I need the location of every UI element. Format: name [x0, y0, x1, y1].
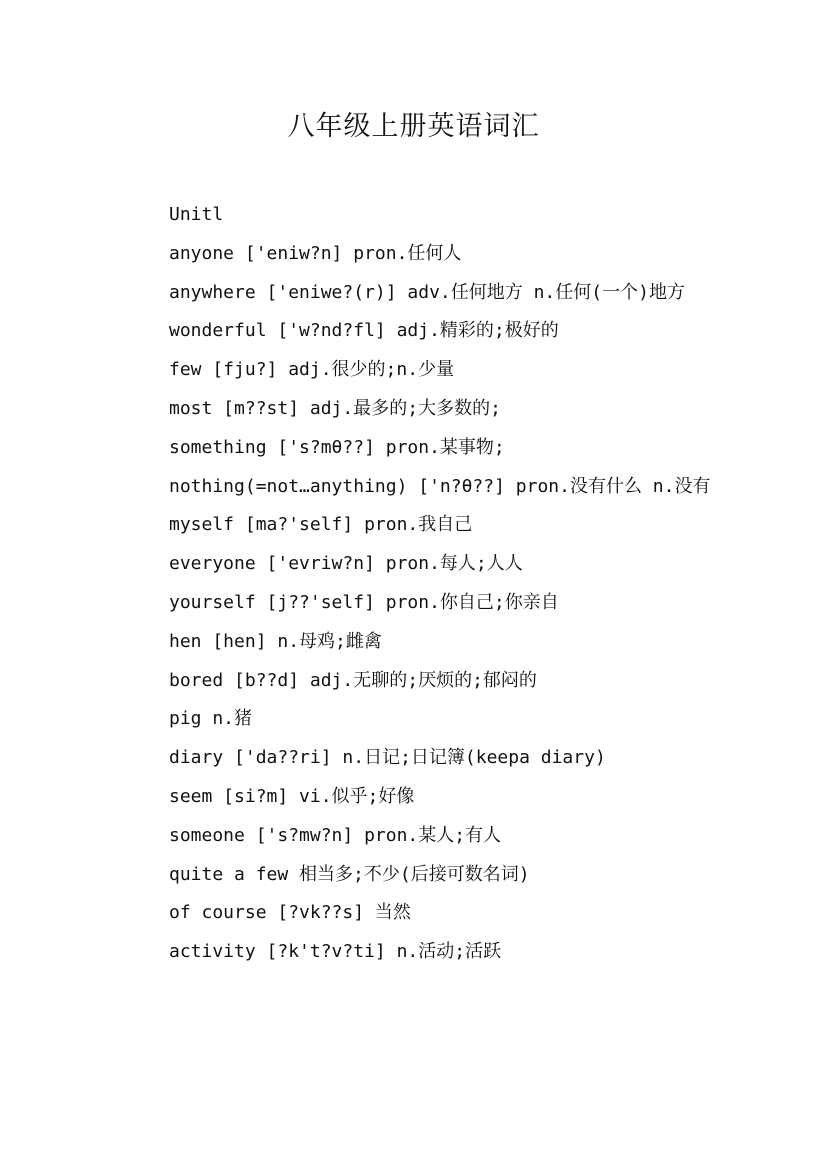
vocab-entry: hen [hen] n.母鸡;雌禽: [169, 630, 382, 652]
vocab-entry: everyone ['evriw?n] pron.每人;人人: [169, 553, 523, 575]
vocab-entry: something ['s?mθ??] pron.某事物;: [169, 436, 505, 458]
unit-heading: Unitl: [169, 204, 224, 225]
vocab-entry: most [m??st] adj.最多的;大多数的;: [169, 397, 501, 419]
vocab-entry: anywhere ['eniwe?(r)] adv.任何地方 n.任何(一个)地方: [169, 281, 685, 303]
vocabulary-list: [125, 196, 715, 972]
vocab-entry: diary ['da??ri] n.日记;日记簿(keepa diary): [169, 747, 606, 769]
vocab-entry: few [fju?] adj.很少的;n.少量: [169, 359, 455, 381]
vocab-entry: of course [?vk??s] 当然: [169, 902, 411, 924]
vocab-entry: nothing(=not…anything) ['n?θ??] pron.没有什么 n.没有: [169, 475, 711, 497]
vocab-entry: quite a few 相当多;不少(后接可数名词): [169, 863, 530, 885]
vocab-entry: activity [?k't?v?ti] n.活动;活跃: [169, 941, 502, 963]
vocab-entry: anyone ['eniw?n] pron.任何人: [169, 242, 462, 264]
document-title: 八年级上册英语词汇: [287, 111, 540, 142]
vocab-entry: seem [si?m] vi.似乎;好像: [169, 785, 415, 807]
vocab-entry: bored [b??d] adj.无聊的;厌烦的;郁闷的: [169, 669, 537, 691]
vocab-entry: someone ['s?mw?n] pron.某人;有人: [169, 824, 502, 846]
vocab-entry: myself [ma?'self] pron.我自己: [169, 514, 473, 536]
vocab-entry: wonderful ['w?nd?fl] adj.精彩的;极好的: [169, 320, 559, 342]
vocab-entry: yourself [j??'self] pron.你自己;你亲自: [169, 591, 559, 613]
vocab-entry: pig n.猪: [169, 708, 253, 730]
